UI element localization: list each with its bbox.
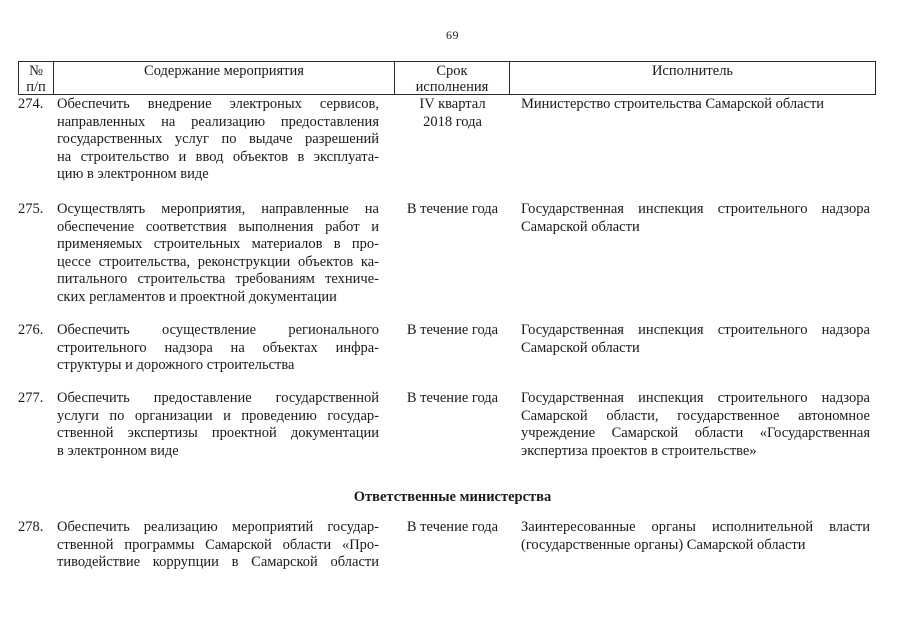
row-content (57, 322, 379, 375)
content-line: Обеспечить предоставление государственной (57, 390, 379, 406)
row-term (395, 96, 510, 131)
content-line: услуги по организации и проведению государ- (57, 407, 379, 424)
term-line: В течение года (406, 201, 499, 217)
content-line: Обеспечить реализацию мероприятий государ- (57, 519, 379, 535)
term-line: В течение года (406, 519, 499, 535)
header-executor (510, 62, 875, 94)
content-line: на строительство и ввод объектов в эксплуата- (57, 148, 379, 165)
content-line: цию в электронном виде (57, 166, 209, 183)
row-executor (521, 519, 870, 554)
content-line: направленных на реализацию предоставления (57, 113, 379, 130)
row-content (57, 519, 379, 572)
page-number: 69 (446, 28, 459, 42)
content-line: Обеспечить внедрение электроных сервисов, (57, 96, 379, 112)
row-number: 274. (18, 96, 44, 112)
term-line: IV квартал (419, 96, 486, 112)
header-executor-label: Исполнитель (651, 63, 734, 79)
header-num-line-1: № (29, 63, 43, 79)
row-term (395, 390, 510, 408)
content-line: ственной программы Самарской области «Про- (57, 536, 379, 553)
header-num-line-2: п/п (26, 79, 46, 95)
row-executor (521, 201, 870, 236)
executor-line: Государственная инспекция строительного надзора (521, 322, 870, 338)
row-number: 278. (18, 519, 44, 535)
content-line: цессе строительства, реконструкции объектов ка- (57, 253, 379, 270)
content-line: строительного надзора на объектах инфра- (57, 339, 379, 356)
executor-line: Государственная инспекция строительного надзора (521, 390, 870, 406)
row-executor (521, 96, 870, 114)
executor-line: Самарской области (521, 339, 640, 356)
row-content (57, 96, 379, 184)
content-line: структуры и дорожного строительства (57, 357, 295, 374)
content-line: ских регламентов и проектной документации (57, 288, 337, 305)
row-number: 276. (18, 322, 44, 338)
content-line: Обеспечить осуществление регионального (57, 322, 379, 338)
content-line: обеспечение соответствия выполнения работ и (57, 218, 379, 235)
header-content (54, 62, 395, 94)
content-line: ственной экспертизы проектной документации (57, 425, 379, 442)
header-term (395, 62, 510, 94)
row-term (395, 322, 510, 340)
executor-line: Самарской области, государственное автономное (521, 407, 870, 424)
term-line: 2018 года (423, 113, 482, 130)
header-term-line-1: Срок (436, 63, 468, 79)
content-line: питального строительства требованиям техниче- (57, 271, 379, 288)
table-header (18, 61, 876, 95)
section-title: Ответственные министерства (353, 489, 552, 505)
row-content (57, 201, 379, 307)
content-line: тиводействие коррупции в Самарской области (57, 554, 379, 571)
row-term (395, 519, 510, 537)
row-number: 277. (18, 390, 44, 406)
row-term (395, 201, 510, 219)
executor-line: учреждение Самарской области «Государственная (521, 425, 870, 442)
row-number: 275. (18, 201, 44, 217)
content-line: в электронном виде (57, 442, 179, 459)
row-executor (521, 322, 870, 357)
executor-line: Министерство строительства Самарской области (521, 96, 825, 112)
header-term-line-2: исполнения (415, 79, 489, 95)
row-content (57, 390, 379, 460)
term-line: В течение года (406, 390, 499, 406)
term-line: В течение года (406, 322, 499, 338)
header-content-label: Содержание мероприятия (144, 63, 304, 79)
executor-line: Заинтересованные органы исполнительной власти (521, 519, 870, 535)
content-line: Осуществлять мероприятия, направленные на (57, 201, 379, 217)
header-num (19, 62, 54, 94)
executor-line: Государственная инспекция строительного надзора (521, 201, 870, 217)
content-line: применяемых строительных материалов в про- (57, 236, 379, 253)
executor-line: экспертиза проектов в строительстве» (521, 442, 757, 459)
executor-line: (государственные органы) Самарской области (521, 536, 806, 553)
row-executor (521, 390, 870, 460)
content-line: государственных услуг по выдаче разрешений (57, 131, 379, 148)
executor-line: Самарской области (521, 218, 640, 235)
